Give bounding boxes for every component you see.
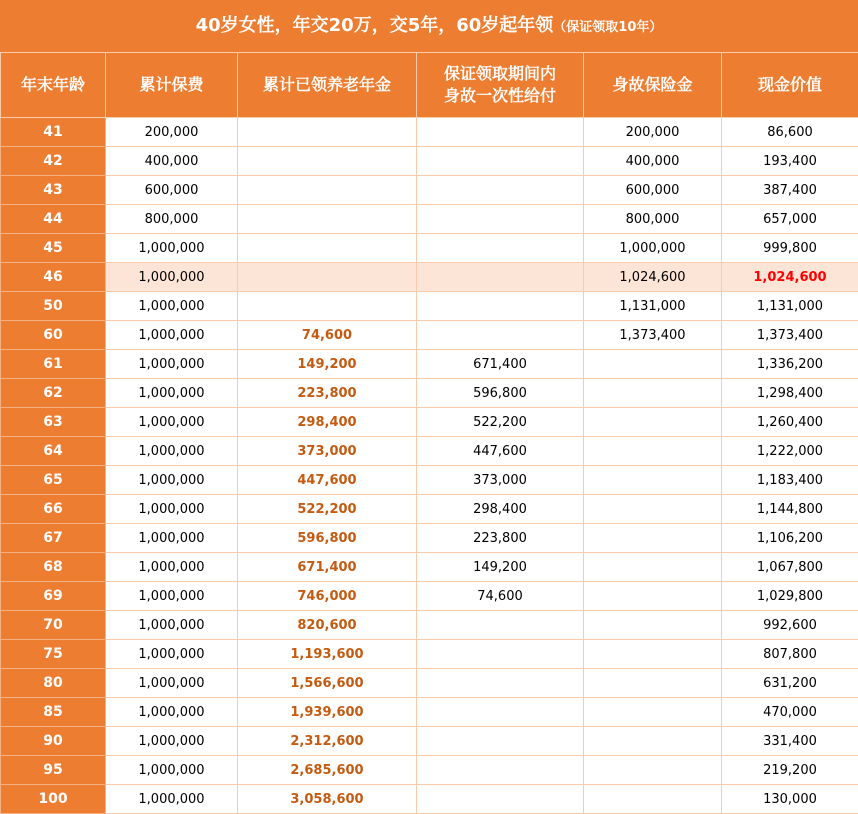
table-row — [1, 147, 858, 176]
table-row — [1, 205, 858, 234]
cell-age: 45 — [1, 234, 106, 263]
cell-age: 46 — [1, 263, 106, 292]
table-row — [1, 698, 858, 727]
cell-cash-value: 1,131,000 — [722, 292, 858, 321]
cell-annuity: 2,685,600 — [238, 756, 417, 785]
cell-lump-sum: 223,800 — [417, 524, 584, 553]
cell-cash-value: 1,144,800 — [722, 495, 858, 524]
cell-lump-sum: 74,600 — [417, 582, 584, 611]
cell-annuity: 3,058,600 — [238, 785, 417, 814]
cell-death-benefit: 1,024,600 — [584, 263, 722, 292]
cell-annuity: 149,200 — [238, 350, 417, 379]
cell-lump-sum — [417, 292, 584, 321]
cell-annuity: 373,000 — [238, 437, 417, 466]
cell-cash-value: 1,024,600 — [722, 263, 858, 292]
cell-premium: 1,000,000 — [106, 756, 238, 785]
cell-cash-value: 1,298,400 — [722, 379, 858, 408]
table-row — [1, 756, 858, 785]
cell-death-benefit — [584, 553, 722, 582]
cell-premium: 200,000 — [106, 118, 238, 147]
cell-death-benefit — [584, 379, 722, 408]
cell-lump-sum — [417, 611, 584, 640]
cell-lump-sum — [417, 669, 584, 698]
cell-age: 68 — [1, 553, 106, 582]
cell-age: 80 — [1, 669, 106, 698]
cell-cash-value: 1,222,000 — [722, 437, 858, 466]
cell-lump-sum: 447,600 — [417, 437, 584, 466]
table-row — [1, 582, 858, 611]
cell-annuity — [238, 234, 417, 263]
cell-premium: 1,000,000 — [106, 321, 238, 350]
cell-lump-sum: 298,400 — [417, 495, 584, 524]
cell-age: 64 — [1, 437, 106, 466]
cell-lump-sum — [417, 727, 584, 756]
cell-premium: 1,000,000 — [106, 408, 238, 437]
cell-lump-sum: 596,800 — [417, 379, 584, 408]
table-row — [1, 727, 858, 756]
cell-annuity: 671,400 — [238, 553, 417, 582]
header-row — [1, 53, 858, 118]
cell-cash-value: 807,800 — [722, 640, 858, 669]
cell-annuity — [238, 263, 417, 292]
table-row — [1, 408, 858, 437]
table-row — [1, 466, 858, 495]
cell-death-benefit — [584, 408, 722, 437]
cell-lump-sum — [417, 321, 584, 350]
header-annuity: 累计已领养老年金 — [238, 53, 417, 118]
cell-age: 41 — [1, 118, 106, 147]
cell-annuity: 522,200 — [238, 495, 417, 524]
cell-cash-value: 992,600 — [722, 611, 858, 640]
cell-death-benefit — [584, 611, 722, 640]
header-lump-sum: 保证领取期间内 身故一次性给付 — [417, 53, 584, 118]
cell-premium: 400,000 — [106, 147, 238, 176]
cell-death-benefit — [584, 756, 722, 785]
cell-death-benefit — [584, 727, 722, 756]
cell-age: 85 — [1, 698, 106, 727]
cell-lump-sum — [417, 118, 584, 147]
cell-age: 66 — [1, 495, 106, 524]
cell-lump-sum — [417, 147, 584, 176]
cell-death-benefit: 200,000 — [584, 118, 722, 147]
cell-death-benefit: 1,000,000 — [584, 234, 722, 263]
cell-premium: 1,000,000 — [106, 640, 238, 669]
cell-age: 50 — [1, 292, 106, 321]
cell-cash-value: 1,106,200 — [722, 524, 858, 553]
cell-annuity: 820,600 — [238, 611, 417, 640]
cell-premium: 1,000,000 — [106, 234, 238, 263]
cell-death-benefit — [584, 495, 722, 524]
cell-death-benefit — [584, 350, 722, 379]
table-row — [1, 292, 858, 321]
cell-cash-value: 1,183,400 — [722, 466, 858, 495]
cell-annuity — [238, 118, 417, 147]
cell-age: 62 — [1, 379, 106, 408]
cell-death-benefit: 600,000 — [584, 176, 722, 205]
header-cash-value: 现金价值 — [722, 53, 858, 118]
cell-premium: 1,000,000 — [106, 727, 238, 756]
cell-premium: 1,000,000 — [106, 437, 238, 466]
cell-death-benefit — [584, 466, 722, 495]
cell-premium: 600,000 — [106, 176, 238, 205]
table-row — [1, 495, 858, 524]
table-title — [0, 0, 858, 53]
cell-death-benefit: 800,000 — [584, 205, 722, 234]
cell-lump-sum — [417, 234, 584, 263]
cell-annuity — [238, 176, 417, 205]
cell-cash-value: 1,260,400 — [722, 408, 858, 437]
cell-lump-sum: 671,400 — [417, 350, 584, 379]
cell-age: 90 — [1, 727, 106, 756]
cell-annuity: 1,566,600 — [238, 669, 417, 698]
cell-death-benefit: 400,000 — [584, 147, 722, 176]
cell-premium: 1,000,000 — [106, 698, 238, 727]
table-row — [1, 176, 858, 205]
table-row — [1, 321, 858, 350]
cell-premium: 1,000,000 — [106, 524, 238, 553]
cell-cash-value: 130,000 — [722, 785, 858, 814]
cell-age: 67 — [1, 524, 106, 553]
cell-age: 65 — [1, 466, 106, 495]
cell-cash-value: 331,400 — [722, 727, 858, 756]
cell-lump-sum: 373,000 — [417, 466, 584, 495]
header-age: 年末年龄 — [1, 53, 106, 118]
cell-age: 42 — [1, 147, 106, 176]
cell-cash-value: 86,600 — [722, 118, 858, 147]
cell-annuity: 1,939,600 — [238, 698, 417, 727]
cell-cash-value: 1,336,200 — [722, 350, 858, 379]
cell-lump-sum — [417, 756, 584, 785]
table-body — [1, 118, 858, 814]
cell-annuity: 746,000 — [238, 582, 417, 611]
cell-lump-sum: 522,200 — [417, 408, 584, 437]
cell-premium: 1,000,000 — [106, 263, 238, 292]
cell-cash-value: 193,400 — [722, 147, 858, 176]
cell-age: 60 — [1, 321, 106, 350]
cell-premium: 1,000,000 — [106, 292, 238, 321]
cell-age: 70 — [1, 611, 106, 640]
cell-cash-value: 1,029,800 — [722, 582, 858, 611]
table-row — [1, 669, 858, 698]
cell-annuity: 74,600 — [238, 321, 417, 350]
cell-age: 100 — [1, 785, 106, 814]
cell-premium: 1,000,000 — [106, 669, 238, 698]
cell-premium: 1,000,000 — [106, 611, 238, 640]
cell-lump-sum — [417, 640, 584, 669]
cell-premium: 800,000 — [106, 205, 238, 234]
cell-annuity — [238, 205, 417, 234]
cell-annuity: 2,312,600 — [238, 727, 417, 756]
cell-premium: 1,000,000 — [106, 495, 238, 524]
cell-lump-sum: 149,200 — [417, 553, 584, 582]
table-row — [1, 350, 858, 379]
cell-cash-value: 631,200 — [722, 669, 858, 698]
cell-death-benefit: 1,131,000 — [584, 292, 722, 321]
table-row — [1, 437, 858, 466]
table-row — [1, 118, 858, 147]
cell-annuity: 596,800 — [238, 524, 417, 553]
header-premium: 累计保费 — [106, 53, 238, 118]
cell-lump-sum — [417, 176, 584, 205]
title-main: 40岁女性，年交20万，交5年，60岁起年领 — [196, 15, 554, 36]
cell-lump-sum — [417, 205, 584, 234]
cell-age: 95 — [1, 756, 106, 785]
table-row — [1, 640, 858, 669]
cell-cash-value: 387,400 — [722, 176, 858, 205]
cell-premium: 1,000,000 — [106, 379, 238, 408]
table-row — [1, 553, 858, 582]
table-row — [1, 524, 858, 553]
cell-cash-value: 657,000 — [722, 205, 858, 234]
cell-age: 44 — [1, 205, 106, 234]
cell-premium: 1,000,000 — [106, 553, 238, 582]
cell-lump-sum — [417, 785, 584, 814]
cell-annuity: 1,193,600 — [238, 640, 417, 669]
cell-annuity — [238, 292, 417, 321]
cell-annuity — [238, 147, 417, 176]
table-row — [1, 263, 858, 292]
table-row — [1, 785, 858, 814]
cell-death-benefit: 1,373,400 — [584, 321, 722, 350]
cell-lump-sum — [417, 263, 584, 292]
table-row — [1, 379, 858, 408]
benefit-table — [0, 52, 858, 814]
cell-premium: 1,000,000 — [106, 582, 238, 611]
cell-death-benefit — [584, 640, 722, 669]
cell-death-benefit — [584, 785, 722, 814]
cell-cash-value: 470,000 — [722, 698, 858, 727]
cell-annuity: 447,600 — [238, 466, 417, 495]
cell-cash-value: 219,200 — [722, 756, 858, 785]
cell-death-benefit — [584, 669, 722, 698]
cell-age: 61 — [1, 350, 106, 379]
cell-annuity: 298,400 — [238, 408, 417, 437]
cell-age: 75 — [1, 640, 106, 669]
table-row — [1, 234, 858, 263]
cell-cash-value: 1,373,400 — [722, 321, 858, 350]
cell-cash-value: 999,800 — [722, 234, 858, 263]
cell-age: 63 — [1, 408, 106, 437]
header-death-benefit: 身故保险金 — [584, 53, 722, 118]
cell-premium: 1,000,000 — [106, 785, 238, 814]
cell-premium: 1,000,000 — [106, 350, 238, 379]
cell-premium: 1,000,000 — [106, 466, 238, 495]
cell-death-benefit — [584, 437, 722, 466]
table-row — [1, 611, 858, 640]
cell-age: 43 — [1, 176, 106, 205]
cell-death-benefit — [584, 524, 722, 553]
cell-death-benefit — [584, 582, 722, 611]
cell-annuity: 223,800 — [238, 379, 417, 408]
cell-age: 69 — [1, 582, 106, 611]
title-sub: （保证领取10年） — [553, 20, 662, 35]
cell-lump-sum — [417, 698, 584, 727]
cell-cash-value: 1,067,800 — [722, 553, 858, 582]
cell-death-benefit — [584, 698, 722, 727]
